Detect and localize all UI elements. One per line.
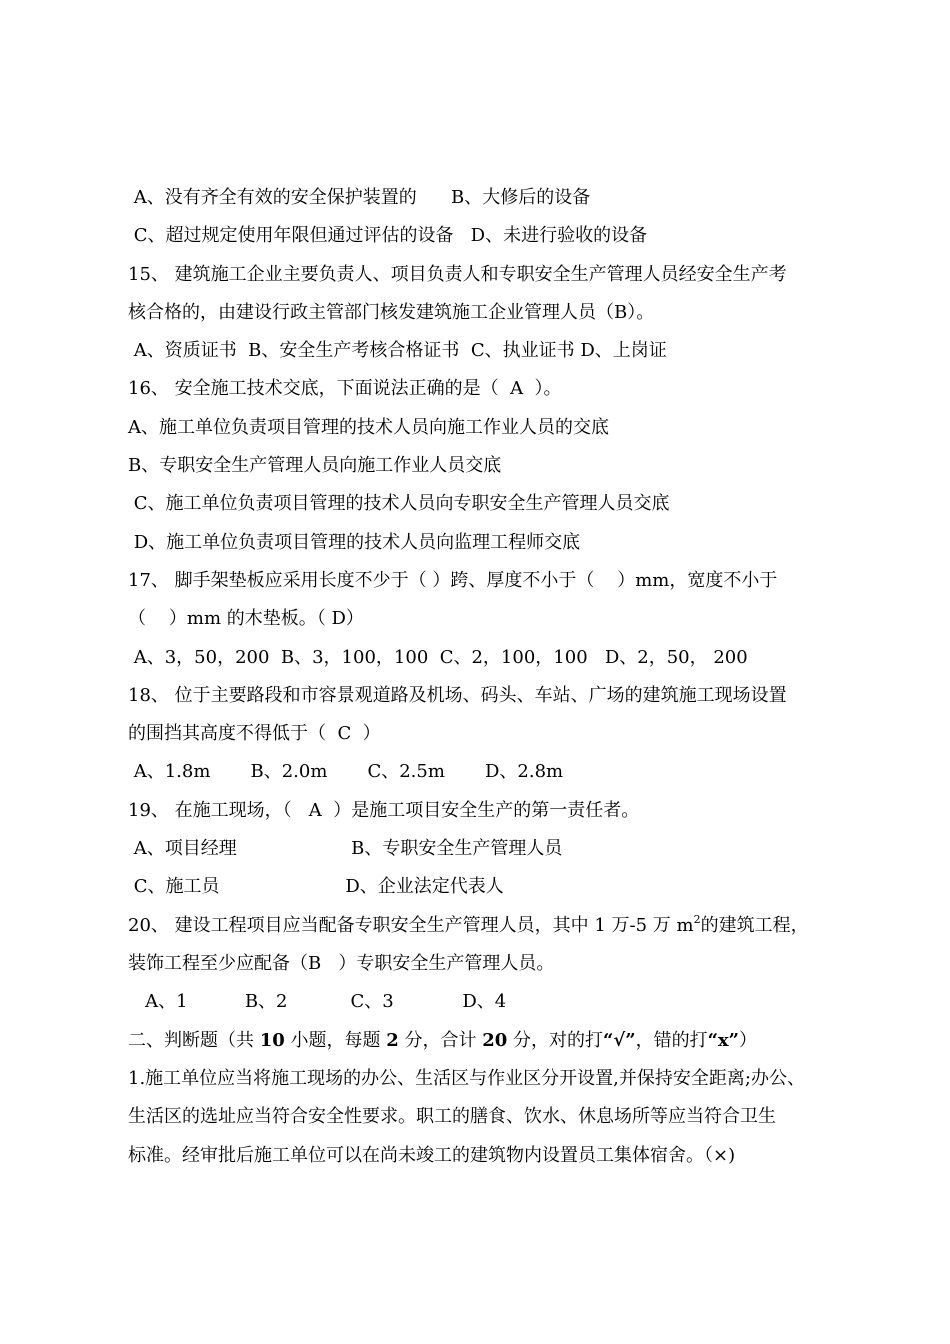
- q15-stem-line-1: 15、 建筑施工企业主要负责人、项目负责人和专职安全生产管理人员经安全生产考: [128, 264, 787, 285]
- heading-mid-3: 分，对的打: [507, 1030, 604, 1051]
- heading-mid-1: 小题，每题: [284, 1030, 387, 1051]
- q16-option-d: D、施工单位负责项目管理的技术人员向监理工程师交底: [128, 532, 581, 553]
- q16-option-a: A、施工单位负责项目管理的技术人员向施工作业人员的交底: [128, 417, 609, 438]
- heading-wrong-mark: “x”: [707, 1030, 740, 1051]
- q20-options: A、1 B、2 C、3 D、4: [128, 991, 507, 1012]
- heading-mid-2: 分，合计: [398, 1030, 483, 1051]
- q19-stem: 19、 在施工现场，（ A ）是施工项目安全生产的第一责任者。: [128, 800, 640, 821]
- heading-total: 20: [482, 1030, 508, 1051]
- heading-suffix: ）: [739, 1030, 758, 1051]
- q17-stem-line-2: （ ）mm 的木垫板。（ D）: [128, 608, 364, 629]
- heading-count: 10: [259, 1030, 285, 1051]
- q20-stem-line-1: [128, 914, 809, 938]
- q17-options: A、3，50，200 B、3，100，100 C、2，100，100 D、2，50， 200: [128, 647, 748, 668]
- q20-stem-line-2: 装饰工程至少应配备（B ）专职安全生产管理人员。: [128, 953, 555, 974]
- q15-options: A、资质证书 B、安全生产考核合格证书 C、执业证书 D、上岗证: [128, 340, 667, 361]
- q14-options-line-1: A、没有齐全有效的安全保护装置的 B、大修后的设备: [128, 187, 591, 208]
- q19-options-ab: A、项目经理 B、专职安全生产管理人员: [128, 838, 563, 859]
- q15-stem-line-2: 核合格的，由建设行政主管部门核发建筑施工企业管理人员（B）。: [128, 302, 655, 323]
- q16-option-c: C、施工单位负责项目管理的技术人员向专职安全生产管理人员交底: [128, 493, 670, 514]
- q18-stem-line-2: 的围挡其高度不得低于（ C ）: [128, 723, 381, 744]
- tf1-line-2: 生活区的选址应当符合安全性要求。职工的膳食、饮水、休息场所等应当符合卫生: [128, 1106, 776, 1127]
- q20-superscript: 2: [693, 913, 701, 926]
- heading-prefix: 二、判断题（共: [128, 1030, 260, 1051]
- heading-right-mark: “√”: [603, 1030, 636, 1051]
- q16-option-b: B、专职安全生产管理人员向施工作业人员交底: [128, 455, 502, 476]
- heading-points: 2: [386, 1030, 399, 1051]
- tf1-line-1: 1.施工单位应当将施工现场的办公、生活区与作业区分开设置,并保持安全距离;办公、: [128, 1068, 805, 1089]
- q14-options-line-2: C、超过规定使用年限但通过评估的设备 D、未进行验收的设备: [128, 225, 648, 246]
- section-heading-true-false: [128, 1029, 757, 1053]
- q18-options: A、1.8m B、2.0m C、2.5m D、2.8m: [128, 761, 564, 782]
- heading-mid-4: ，错的打: [635, 1030, 708, 1051]
- tf1-line-3: 标准。经审批后施工单位可以在尚未竣工的建筑物内设置员工集体宿舍。（×): [128, 1145, 736, 1166]
- q18-stem-line-1: 18、 位于主要路段和市容景观道路及机场、码头、车站、广场的建筑施工现场设置: [128, 685, 787, 706]
- q20-stem-text-a: 20、 建设工程项目应当配备专职安全生产管理人员，其中 1 万-5 万 m: [128, 915, 694, 936]
- q19-options-cd: C、施工员 D、企业法定代表人: [128, 876, 504, 897]
- q17-stem-line-1: 17、 脚手架垫板应采用长度不少于（ ）跨、厚度不小于（ ）mm，宽度不小于: [128, 570, 778, 591]
- q20-stem-text-b: 的建筑工程，: [700, 915, 809, 936]
- q16-stem: 16、 安全施工技术交底，下面说法正确的是（ A ）。: [128, 378, 562, 399]
